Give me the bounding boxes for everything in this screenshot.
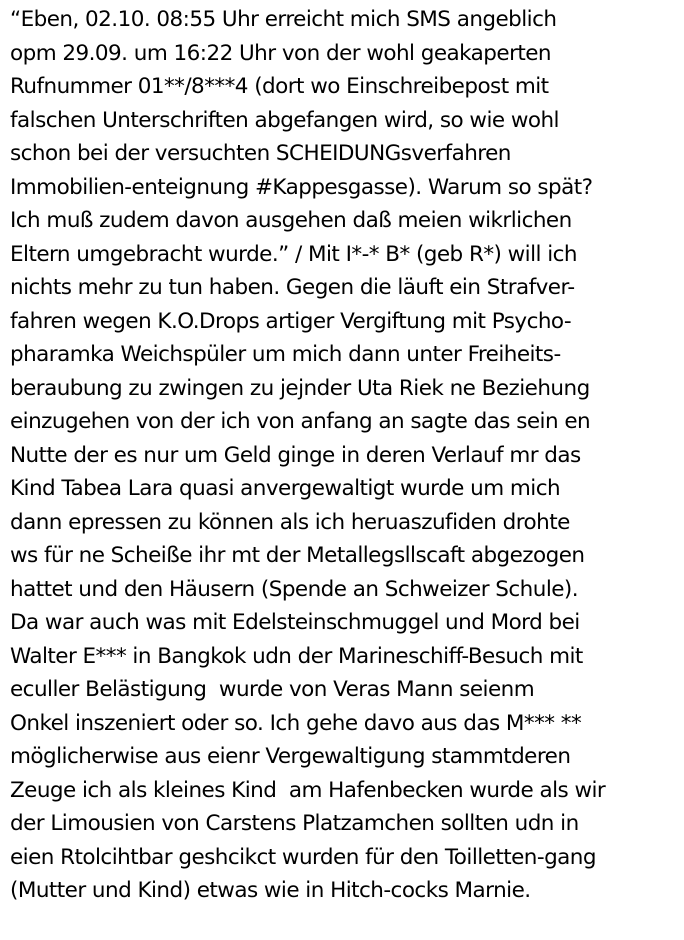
text-line: (Mutter und Kind) etwas wie in Hitch-cocks Marnie. <box>10 878 531 903</box>
text-line: Ich muß zudem davon ausgehen daß meien wikrlichen <box>10 208 572 233</box>
text-line: Walter E*** in Bangkok udn der Marineschiff-Besuch mit <box>10 643 583 669</box>
text-line: eculler Belästigung wurde von Veras Mann seienm <box>10 677 535 702</box>
text-line: hattet und den Häusern (Spende an Schweizer Schule). <box>10 576 579 602</box>
text-line: Zeuge ich als kleines Kind am Hafenbecken wurde als wir <box>10 777 606 803</box>
body-text <box>10 3 680 908</box>
text-line: der Limousien von Carstens Platzamchen sollten udn in <box>10 811 579 836</box>
text-line: Eltern umgebracht wurde.” / Mit I*-* B* (geb R*) will ich <box>10 241 578 267</box>
text-line: einzugehen von der ich von anfang an sagte das sein en <box>10 409 591 434</box>
text-line: ws für ne Scheiße ihr mt der Metallegsllscaft abgezogen <box>10 543 585 568</box>
text-line: möglicherwise aus eienr Vergewaltigung stammtderen <box>10 744 571 769</box>
text-line: beraubung zu zwingen zu jejnder Uta Riek ne Beziehung <box>10 375 590 401</box>
text-line: “Eben, 02.10. 08:55 Uhr erreicht mich SMS angeblich <box>10 7 557 32</box>
text-line: Immobilien-enteignung #Kappesgasse). Warum so spät? <box>10 174 593 200</box>
text-line: fahren wegen K.O.Drops artiger Vergiftung mit Psycho- <box>10 308 572 334</box>
text-line: Rufnummer 01**/8***4 (dort wo Einschreibepost mit <box>10 74 549 99</box>
text-line: nichts mehr zu tun haben. Gegen die läuft ein Strafver- <box>10 275 575 300</box>
text-line: Kind Tabea Lara quasi anvergewaltigt wurde um mich <box>10 476 561 501</box>
text-line: schon bei der versuchten SCHEIDUNGsverfahren <box>10 141 511 166</box>
text-line: Da war auch was mit Edelsteinschmuggel und Mord bei <box>10 610 580 635</box>
text-line: eien Rtolcihtbar geshcikct wurden für den Toilletten-gang <box>10 844 596 870</box>
text-line: falschen Unterschriften abgefangen wird, so wie wohl <box>10 107 559 133</box>
text-line: pharamka Weichspüler um mich dann unter Freiheits- <box>10 342 561 367</box>
text-line: dann epressen zu können als ich heruaszufiden drohte <box>10 509 570 535</box>
text-line: opm 29.09. um 16:22 Uhr von der wohl geakaperten <box>10 40 551 66</box>
text-line: Nutte der es nur um Geld ginge in deren Verlauf mr das <box>10 442 581 468</box>
text-line: Onkel inszeniert oder so. Ich gehe davo aus das M*** ** <box>10 710 582 736</box>
